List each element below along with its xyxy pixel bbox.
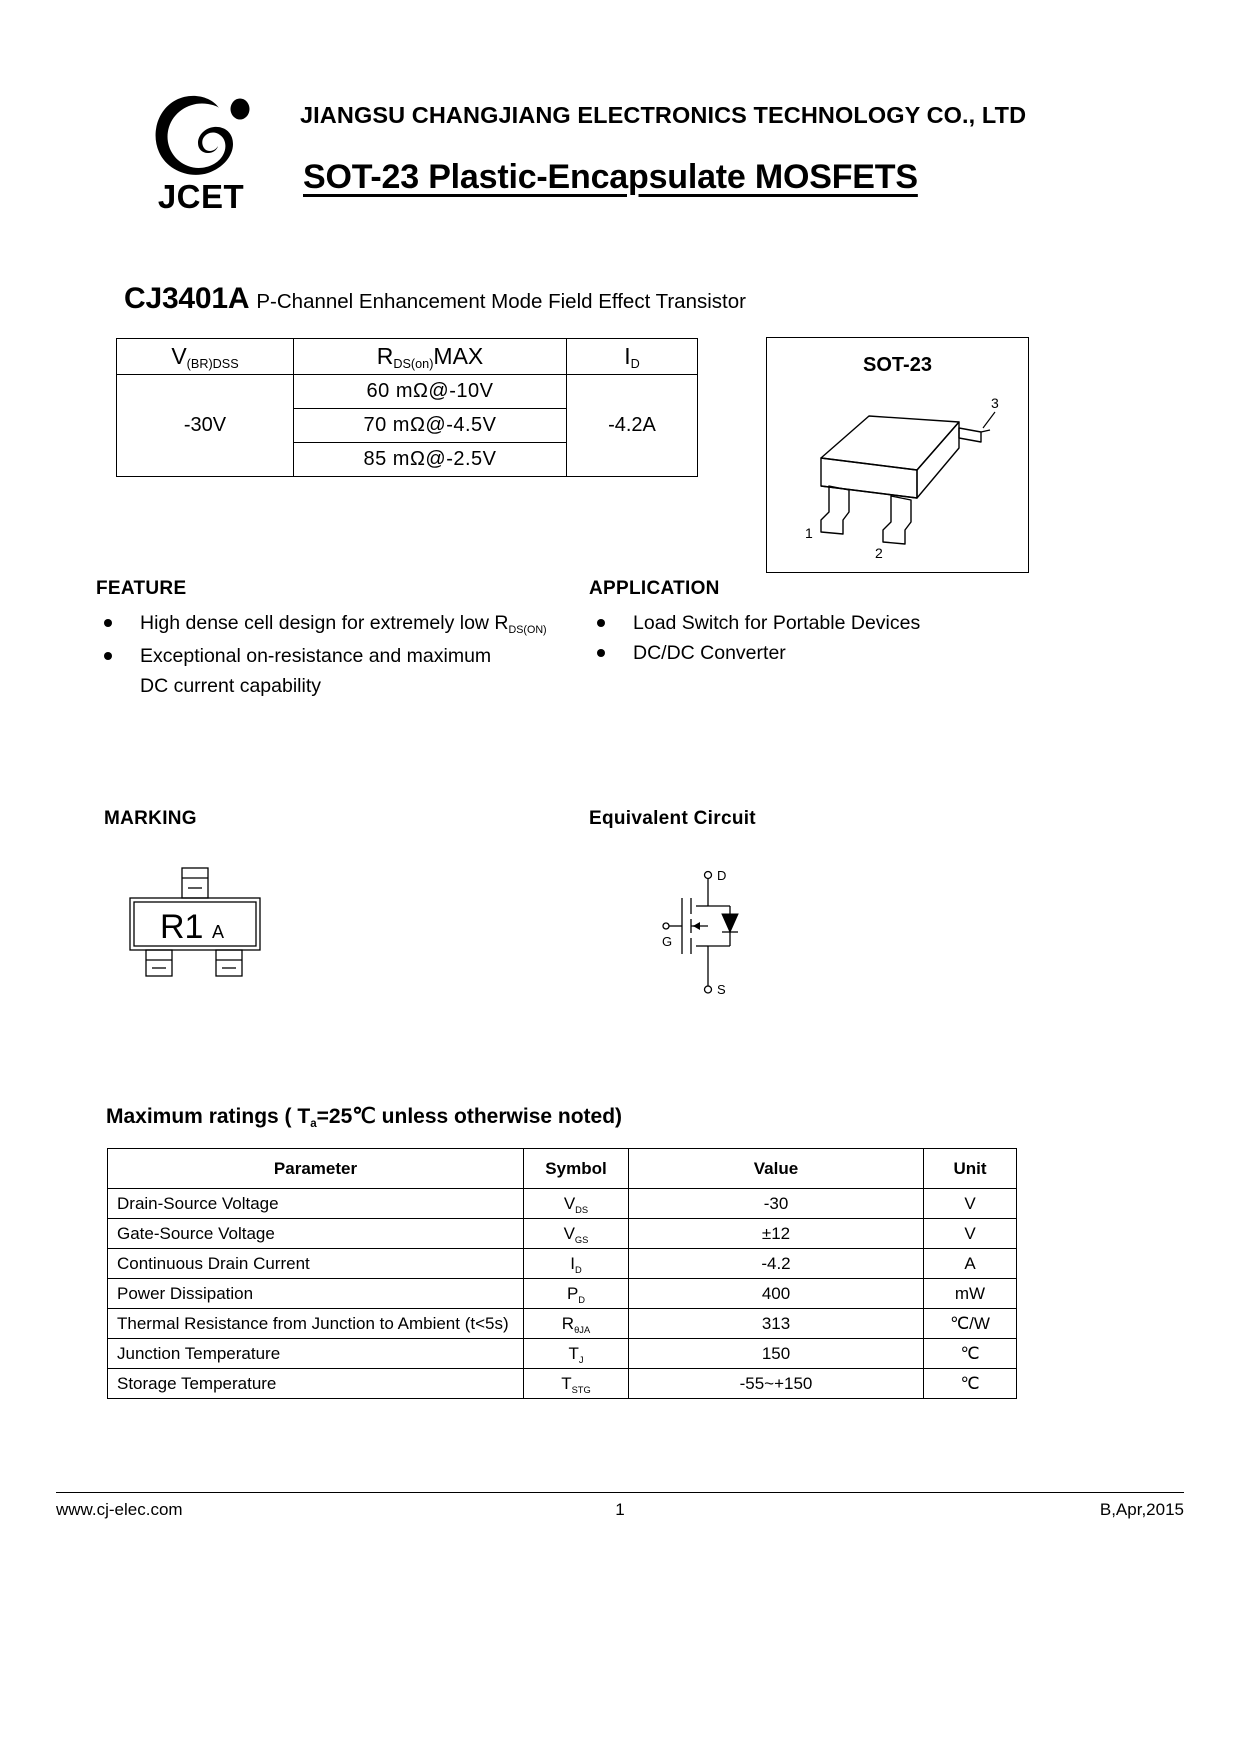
pin-label-3: 3: [991, 395, 999, 411]
rating-value: 313: [629, 1309, 924, 1339]
rating-symbol: $I_D$: [524, 1249, 629, 1279]
key-specs-table: [116, 338, 698, 477]
marking-code-sub: A: [212, 922, 225, 942]
column-header-symbol: Symbol: [524, 1149, 629, 1189]
column-header-unit: Unit: [924, 1149, 1017, 1189]
document-title: SOT-23 Plastic-Encapsulate MOSFETS: [303, 158, 918, 196]
column-header-value: Value: [629, 1149, 924, 1189]
rating-symbol: $T_J$: [524, 1339, 629, 1369]
id-value: -4.2A: [567, 375, 698, 477]
rating-symbol: $T_{STG}$: [524, 1369, 629, 1399]
bullet-icon: [104, 619, 112, 627]
rating-unit: mW: [924, 1279, 1017, 1309]
feature-item-subscript: DS(ON): [508, 624, 547, 636]
column-header-parameter: Parameter: [108, 1149, 524, 1189]
header-vbrdss: V(BR)DSS: [117, 339, 294, 375]
rating-unit: ℃/W: [924, 1309, 1017, 1339]
rating-value: -55~+150: [629, 1369, 924, 1399]
marking-package-drawing: [120, 866, 270, 981]
company-name: JIANGSU CHANGJIANG ELECTRONICS TECHNOLOGY CO., LTD: [300, 102, 1027, 128]
rating-parameter: Storage Temperature: [108, 1369, 524, 1399]
rdson-value-3: 85 mΩ@-2.5V: [294, 443, 567, 477]
rating-parameter: Thermal Resistance from Junction to Ambient (t<5s): [108, 1309, 524, 1339]
table-row: [108, 1279, 1017, 1309]
pin-label-gate: G: [662, 934, 673, 949]
rating-value: 400: [629, 1279, 924, 1309]
list-item: [589, 638, 1009, 668]
table-header-row: [108, 1149, 1017, 1189]
rating-unit: ℃: [924, 1369, 1017, 1399]
list-item-continuation: [96, 671, 576, 701]
feature-item-text: Exceptional on-resistance and maximum: [140, 645, 492, 667]
rdson-value-1: 60 mΩ@-10V: [294, 375, 567, 409]
bullet-icon: [104, 652, 112, 660]
rating-symbol: $V_{GS}$: [524, 1219, 629, 1249]
application-item-text: Load Switch for Portable Devices: [633, 612, 921, 634]
pin-label-1: 1: [805, 525, 813, 541]
sot23-package-drawing: [791, 386, 1006, 561]
rating-symbol: $R_{\theta JA}$: [524, 1309, 629, 1339]
pin-label-2: 2: [875, 545, 883, 561]
footer-revision: B,Apr,2015: [1099, 1500, 1184, 1519]
rating-parameter: Power Dissipation: [108, 1279, 524, 1309]
rdson-value-2: 70 mΩ@-4.5V: [294, 409, 567, 443]
marking-heading: MARKING: [104, 808, 197, 829]
rating-value: ±12: [629, 1219, 924, 1249]
rating-parameter: Continuous Drain Current: [108, 1249, 524, 1279]
rating-unit: A: [924, 1249, 1017, 1279]
part-description: P-Channel Enhancement Mode Field Effect Transistor: [256, 290, 746, 313]
package-name: SOT-23: [863, 354, 932, 376]
package-illustration-box: [766, 337, 1029, 573]
list-item: [589, 608, 1009, 638]
application-list: [589, 608, 1009, 668]
table-row: [108, 1309, 1017, 1339]
rating-unit: V: [924, 1189, 1017, 1219]
product-heading: [124, 282, 746, 316]
feature-heading: FEATURE: [96, 578, 187, 599]
maximum-ratings-title: Maximum ratings ( Ta=25℃ unless otherwise noted): [106, 1105, 623, 1130]
page-footer: [56, 1500, 1184, 1528]
rating-unit: V: [924, 1219, 1017, 1249]
application-heading: APPLICATION: [589, 578, 720, 599]
page-header: [0, 86, 1240, 216]
rating-value: 150: [629, 1339, 924, 1369]
bullet-icon: [597, 649, 605, 657]
rating-value: -4.2: [629, 1249, 924, 1279]
rating-parameter: Gate-Source Voltage: [108, 1219, 524, 1249]
table-row: [108, 1219, 1017, 1249]
pin-label-drain: D: [717, 868, 727, 883]
marking-code-main: R1: [160, 908, 204, 946]
feature-item-text: DC current capability: [140, 675, 321, 697]
rating-value: -30: [629, 1189, 924, 1219]
pin-label-source: S: [717, 982, 726, 997]
table-row: [117, 375, 698, 409]
vbrdss-value: -30V: [117, 375, 294, 477]
table-row: [108, 1369, 1017, 1399]
header-id: ID: [567, 339, 698, 375]
footer-website[interactable]: www.cj-elec.com: [56, 1500, 183, 1519]
list-item: [96, 608, 576, 641]
footer-divider: [56, 1492, 1184, 1493]
maximum-ratings-table: [107, 1148, 1017, 1399]
rating-parameter: Junction Temperature: [108, 1339, 524, 1369]
rating-unit: ℃: [924, 1339, 1017, 1369]
equivalent-circuit-diagram: [660, 866, 790, 1001]
list-item: [96, 641, 576, 671]
feature-list: [96, 608, 576, 701]
rating-parameter: Drain-Source Voltage: [108, 1189, 524, 1219]
equivalent-circuit-heading: Equivalent Circuit: [589, 808, 756, 829]
rating-symbol: $P_D$: [524, 1279, 629, 1309]
part-number: CJ3401A: [124, 282, 250, 315]
rating-symbol: $V_{DS}$: [524, 1189, 629, 1219]
table-row: [108, 1189, 1017, 1219]
footer-page-number: 1: [615, 1500, 625, 1519]
table-row: [108, 1339, 1017, 1369]
logo-wordmark: JCET: [157, 178, 245, 215]
header-rdson: RDS(on)MAX: [294, 339, 567, 375]
application-item-text: DC/DC Converter: [633, 642, 786, 664]
table-row: [108, 1249, 1017, 1279]
bullet-icon: [597, 619, 605, 627]
company-logo: [136, 86, 266, 216]
body-diode-icon: [722, 914, 738, 932]
jcet-swirl-icon: [141, 86, 261, 184]
feature-item-text: High dense cell design for extremely low R: [140, 612, 509, 634]
channel-arrow-icon: [693, 922, 700, 930]
table-header-row: [117, 339, 698, 375]
